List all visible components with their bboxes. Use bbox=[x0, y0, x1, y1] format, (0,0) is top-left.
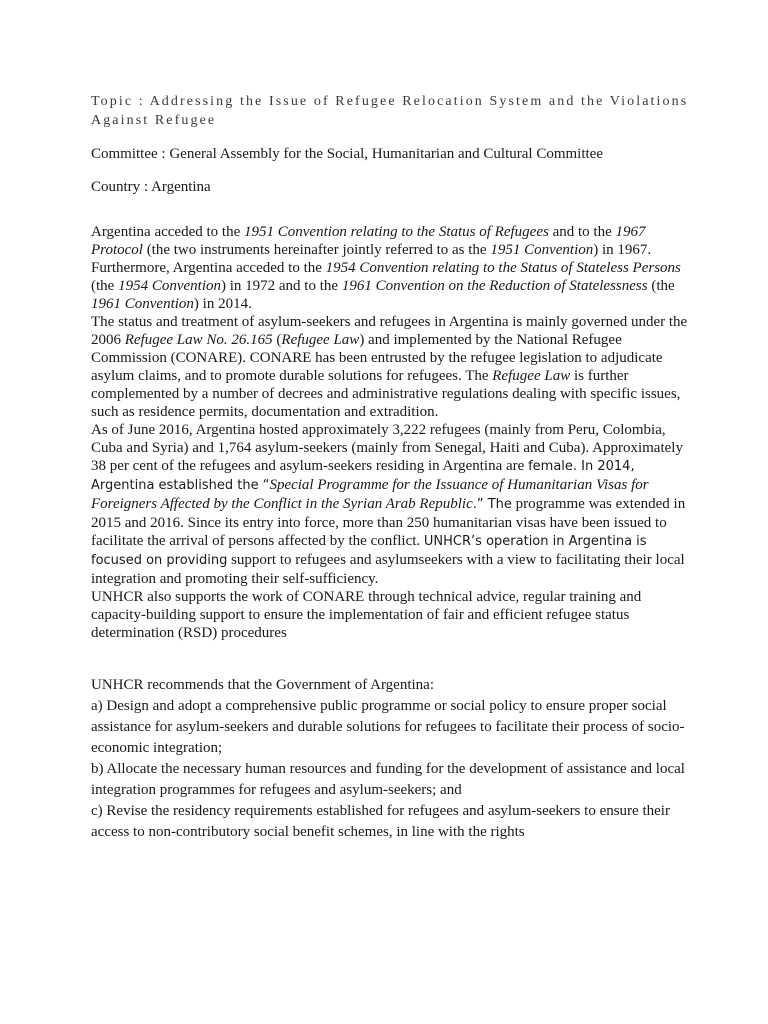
text-run: As of June 2016, Argentina hosted approximately 3,222 refugees (mainly from Peru, Colombia, Cuba and Syria) and 1,764 asylum-seekers (mainly from Senegal, Haiti and Cuba). Approximately 38 per cent of the refugees and asylum-seekers residing in Argentina are bbox=[91, 422, 683, 474]
topic-heading: Topic : Addressing the Issue of Refugee Relocation System and the Violations Against Refugee bbox=[91, 94, 689, 128]
italic-run: 1967 Protocol bbox=[91, 224, 646, 258]
text-run: programme was extended in 2015 and 2016. Since its entry into force, more than 250 humanitarian visas have been issued to facilitate the arrival of persons affected by the conflict. bbox=[91, 496, 686, 549]
text-run: and to the bbox=[548, 224, 616, 240]
paragraph-conventions bbox=[91, 223, 691, 313]
country-line: Country : Argentina bbox=[91, 179, 211, 195]
paragraph-conare-support: UNHCR also supports the work of CONARE through technical advice, regular training and capacity-building support to ensure the implementation of fair and efficient refugee status determination (RSD) procedures bbox=[91, 589, 642, 641]
text-run: (the bbox=[91, 278, 119, 294]
text-run: Argentina acceded to the bbox=[91, 224, 244, 240]
paragraph-statistics bbox=[91, 421, 691, 588]
italic-run: 1951 Convention bbox=[490, 242, 594, 258]
committee-line: Committee : General Assembly for the Social, Humanitarian and Cultural Committee bbox=[91, 146, 603, 162]
text-run: The status and treatment of asylum-seekers and refugees in Argentina is mainly governed under the 2006 bbox=[91, 314, 688, 348]
text-run: ( bbox=[272, 332, 282, 348]
text-run: (the bbox=[647, 278, 675, 294]
italic-run: Refugee Law No. 26.165 bbox=[124, 332, 273, 348]
sans-text-run: UNHCR’s operation in Argentina is focused on providing bbox=[91, 534, 647, 568]
italic-run: 1951 Convention relating to the Status of Refugees bbox=[244, 224, 549, 240]
text-run: ) in 2014. bbox=[193, 296, 252, 312]
text-run: support to refugees and asylumseekers with a view to facilitating their local integration and promoting their self-sufficiency. bbox=[91, 552, 685, 587]
italic-run: 1954 Convention relating to the Status of Stateless Persons bbox=[325, 260, 681, 276]
recommendation-item-c: c) Revise the residency requirements established for refugees and asylum-seekers to ensure their access to non-contributory social benefit schemes, in line with the rights bbox=[91, 803, 670, 840]
italic-run: Refugee Law bbox=[492, 368, 571, 384]
sans-text-run: .” The bbox=[472, 497, 512, 512]
text-run: ) in 1972 and to the bbox=[220, 278, 342, 294]
paragraph-refugee-law bbox=[91, 313, 691, 421]
italic-run: 1961 Convention on the Reduction of Statelessness bbox=[341, 278, 648, 294]
text-run: ) and implemented by the National Refugee Commission (CONARE). CONARE has been entrusted by the refugee legislation to adjudicate asylum claims, and to promote durable solutions for refugees. The bbox=[91, 332, 663, 384]
italic-run: Special Programme for the Issuance of Humanitarian Visas for Foreigners Affected by the Conflict in the Syrian Arab Republic bbox=[91, 477, 649, 512]
italic-run: Refugee Law bbox=[281, 332, 360, 348]
text-run: (the two instruments hereinafter jointly referred to as the bbox=[142, 242, 491, 258]
text-run: ) in 1967. Furthermore, Argentina acceded to the bbox=[91, 242, 652, 276]
document-page bbox=[91, 92, 691, 843]
recommendation-item-b: b) Allocate the necessary human resources and funding for the development of assistance and local integration programmes for refugees and asylum-seekers; and bbox=[91, 761, 685, 798]
italic-run: 1954 Convention bbox=[118, 278, 221, 294]
text-run: is further complemented by a number of decrees and administrative regulations dealing with specific issues, such as residence permits, documentation and extradition. bbox=[91, 368, 681, 420]
recommendation-item-a: a) Design and adopt a comprehensive public programme or social policy to ensure proper social assistance for asylum-seekers and durable solutions for refugees to facilitate their process of socio-economic integration; bbox=[91, 698, 685, 756]
italic-run: 1961 Convention bbox=[91, 296, 194, 312]
sans-text-run: female. In 2014, Argentina established the “ bbox=[91, 459, 635, 493]
recommendations-heading: UNHCR recommends that the Government of Argentina: bbox=[91, 677, 434, 693]
